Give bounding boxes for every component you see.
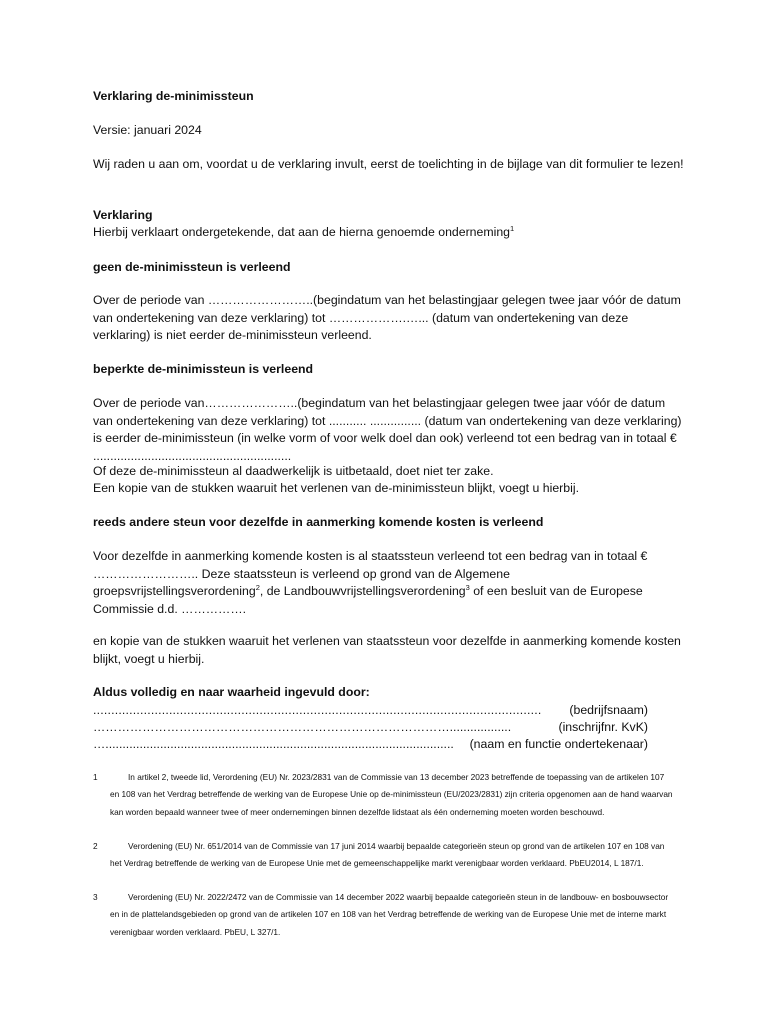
other-aid-text-b: , de Landbouwvrijstellingsverordening	[259, 584, 466, 599]
signer-name-label: (naam en functie ondertekenaar)	[469, 737, 648, 751]
section-limited-aid-note: Of deze de-minimissteun al daadwerkelijk is uitbetaald, doet niet ter zake.	[93, 464, 494, 478]
section-limited-aid-copy: Een kopie van de stukken waaruit het verlenen van de-minimissteun blijkt, voegt u hierbij.	[93, 481, 579, 495]
signer-name-field[interactable]: …......................................................................................................	[93, 737, 454, 751]
company-name-label: (bedrijfsnaam)	[569, 703, 648, 717]
section-limited-aid-body: Over de periode van…………………..(begindatum van het belastingjaar gelegen twee jaar vóór de datum van ondertekening van deze verklaring) tot ........... ............... (datum van ondertekening van deze verklaring) is eerder de-minimissteun (in welke vorm of voor welk doel dan ook) verleend tot een bedrag van in totaal € ..........................................................	[93, 396, 682, 463]
verklaring-text	[93, 224, 514, 242]
signature-row-company	[93, 702, 648, 720]
signature-row-signer	[93, 736, 648, 754]
section-other-aid-heading: reeds andere steun voor dezelfde in aanmerking komende kosten is verleend	[93, 515, 544, 529]
section-no-aid-body: Over de periode van ……………………..(begindatum van het belastingjaar gelegen twee jaar vóór de datum van ondertekening van deze verklaring) tot ……………….…... (datum van ondertekening van deze verklaring) is niet eerder de-minimissteun verleend.	[93, 293, 681, 343]
intro-paragraph: Wij raden u aan om, voordat u de verklaring invult, eerst de toelichting in de bijlage van dit formulier te lezen!	[93, 157, 684, 171]
footnote-2-text: Verordening (EU) Nr. 651/2014 van de Commissie van 17 juni 2014 waarbij bepaalde categorieën steun op grond van de artikelen 107 en 108 van het Verdrag betreffende de werking van de Europese Unie met de gemeenschappelijke markt verenigbaar worden verklaard. PbEU2014, L 187/1.	[110, 841, 665, 869]
version-line: Versie: januari 2024	[93, 123, 202, 137]
footnote-2-number: 2	[93, 841, 98, 851]
signature-heading: Aldus volledig en naar waarheid ingevuld door:	[93, 685, 370, 699]
footnote-3-number: 3	[93, 892, 98, 902]
section-other-aid-copy: en kopie van de stukken waaruit het verlenen van staatssteun voor dezelfde in aanmerking komende kosten blijkt, voegt u hierbij.	[93, 634, 681, 666]
section-no-aid-heading: geen de-minimissteun is verleend	[93, 260, 291, 274]
document-title: Verklaring de-minimissteun	[93, 89, 254, 103]
kvk-number-field[interactable]: ……………………………………………………………………………..................	[93, 720, 512, 734]
signature-row-kvk	[93, 719, 648, 737]
footnote-ref-3[interactable]: 3	[465, 583, 470, 593]
section-other-aid-body	[93, 548, 683, 618]
kvk-number-label: (inschrijfnr. KvK)	[558, 720, 648, 734]
footnote-3-text: Verordening (EU) Nr. 2022/2472 van de Commissie van 14 december 2022 waarbij bepaalde categorieën steun in de landbouw- en bosbouwsector en in de plattelandsgebieden op grond van de artikelen 107 en 108 van het Verdrag betreffende de werking van de Europese Unie met de interne markt verenigbaar worden verklaard. PbEU, L 327/1.	[110, 892, 669, 937]
footnote-1-text: In artikel 2, tweede lid, Verordening (EU) Nr. 2023/2831 van de Commissie van 13 december 2023 betreffende de toepassing van de artikelen 107 en 108 van het Verdrag betreffende de werking van de Europese Unie op de-minimissteun (EU/2023/2831) zijn criteria opgenomen aan de hand waarvan kan worden bepaald wanneer twee of meer ondernemingen binnen dezelfde lidstaat als één onderneming moeten worden beschouwd.	[110, 772, 673, 817]
footnote-ref-2[interactable]: 2	[255, 583, 260, 593]
other-aid-text-a: Voor dezelfde in aanmerking komende kosten is al staatssteun verleend tot een bedrag van in totaal € …………………….. Deze staatssteun is verleend op grond van de Algemene groepsvrijstellingsverordening	[93, 549, 648, 599]
verklaring-heading: Verklaring	[93, 208, 153, 222]
section-limited-aid-heading: beperkte de-minimissteun is verleend	[93, 362, 314, 376]
footnote-1-number: 1	[93, 772, 98, 782]
footnote-ref-1[interactable]: 1	[510, 223, 515, 233]
company-name-field[interactable]: ............................................................................................................................	[93, 703, 542, 717]
verklaring-sentence: Hierbij verklaart ondergetekende, dat aan de hierna genoemde onderneming	[93, 225, 511, 239]
other-aid-text-c: of een besluit van de Europese Commissie d.d. …………….	[93, 584, 643, 616]
